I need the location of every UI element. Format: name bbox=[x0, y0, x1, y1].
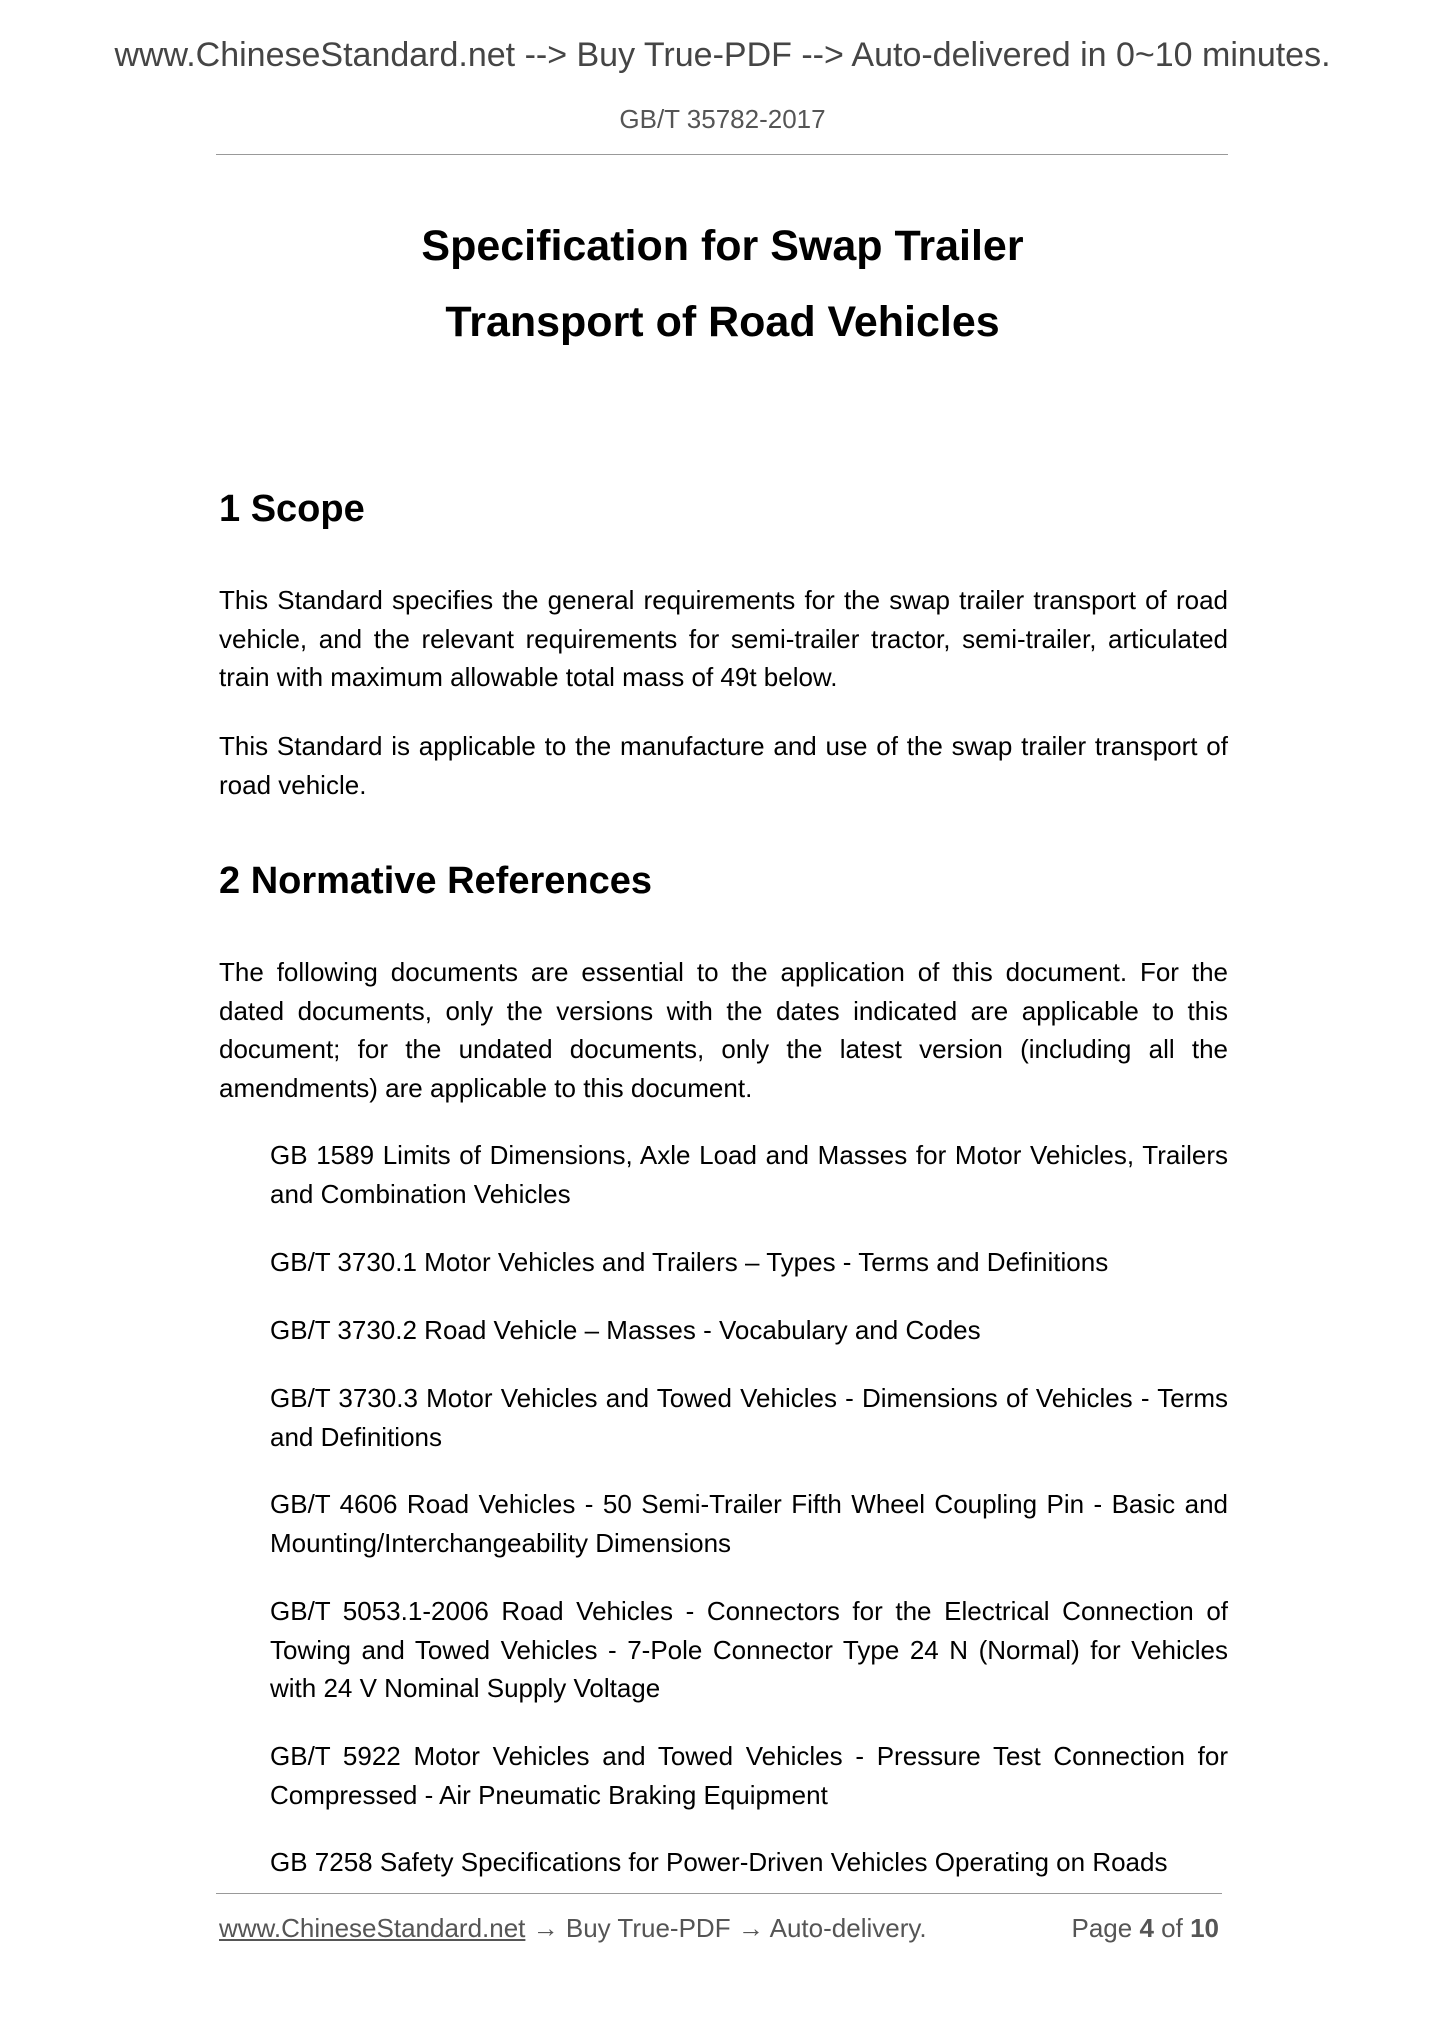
page-number: 4 bbox=[1139, 1913, 1154, 1943]
footer-delivery-text: Auto-delivery. bbox=[769, 1913, 927, 1943]
reference-item: GB 7258 Safety Specifications for Power-Driven Vehicles Operating on Roads bbox=[270, 1847, 1168, 1877]
reference-item: GB/T 4606 Road Vehicles - 50 Semi-Trailer Fifth Wheel Coupling Pin - Basic and Mounting/Interchangeability Dimensions bbox=[270, 1489, 1228, 1558]
reference-item: GB/T 5053.1-2006 Road Vehicles - Connectors for the Electrical Connection of Towing and Towed Vehicles - 7-Pole Connector Type 24 N (Normal) for Vehicles with 24 V Nominal Supply Voltage bbox=[270, 1596, 1228, 1703]
references-intro: The following documents are essential to the application of this document. For the dated documents, only the versions with the dates indicated are applicable to this document; for the undated documents, only the latest version (including all the amendments) are applicable to this document. bbox=[219, 957, 1228, 1103]
page-footer bbox=[219, 1913, 1225, 1944]
section-heading-scope: 1 Scope bbox=[219, 488, 365, 530]
reference-item: GB/T 3730.2 Road Vehicle – Masses - Vocabulary and Codes bbox=[270, 1315, 981, 1345]
section-heading-references: 2 Normative References bbox=[219, 860, 652, 902]
standard-code: GB/T 35782-2017 bbox=[619, 104, 826, 134]
reference-item: GB/T 3730.1 Motor Vehicles and Trailers – Types - Terms and Definitions bbox=[270, 1247, 1109, 1277]
footer-site-link[interactable]: www.ChineseStandard.net bbox=[219, 1913, 526, 1943]
reference-item: GB/T 3730.3 Motor Vehicles and Towed Vehicles - Dimensions of Vehicles - Terms and Definitions bbox=[270, 1383, 1228, 1452]
arrow-right-icon: → bbox=[737, 1913, 764, 1943]
scope-paragraph-2: This Standard is applicable to the manufacture and use of the swap trailer transport of road vehicle. bbox=[219, 731, 1228, 800]
reference-item: GB 1589 Limits of Dimensions, Axle Load and Masses for Motor Vehicles, Trailers and Combination Vehicles bbox=[270, 1140, 1228, 1209]
footer-divider bbox=[216, 1893, 1222, 1894]
top-banner: www.ChineseStandard.net --> Buy True-PDF --> Auto-delivered in 0~10 minutes. bbox=[114, 36, 1331, 74]
page-indicator bbox=[1071, 1913, 1219, 1944]
page-label: Page bbox=[1071, 1913, 1133, 1943]
scope-paragraph-1: This Standard specifies the general requirements for the swap trailer transport of road vehicle, and the relevant requirements for semi-trailer tractor, semi-trailer, articulated train with maximum allowable total mass of 49t below. bbox=[219, 585, 1228, 692]
of-label: of bbox=[1161, 1913, 1183, 1943]
reference-item: GB/T 5922 Motor Vehicles and Towed Vehicles - Pressure Test Connection for Compressed - Air Pneumatic Braking Equipment bbox=[270, 1741, 1228, 1810]
title-line-1: Specification for Swap Trailer bbox=[421, 222, 1024, 270]
total-pages: 10 bbox=[1190, 1913, 1219, 1943]
arrow-right-icon: → bbox=[532, 1913, 559, 1943]
header-divider bbox=[216, 154, 1228, 155]
title-line-2: Transport of Road Vehicles bbox=[445, 298, 1000, 346]
footer-buy-text: Buy True-PDF bbox=[565, 1913, 731, 1943]
document-title bbox=[0, 208, 1445, 360]
